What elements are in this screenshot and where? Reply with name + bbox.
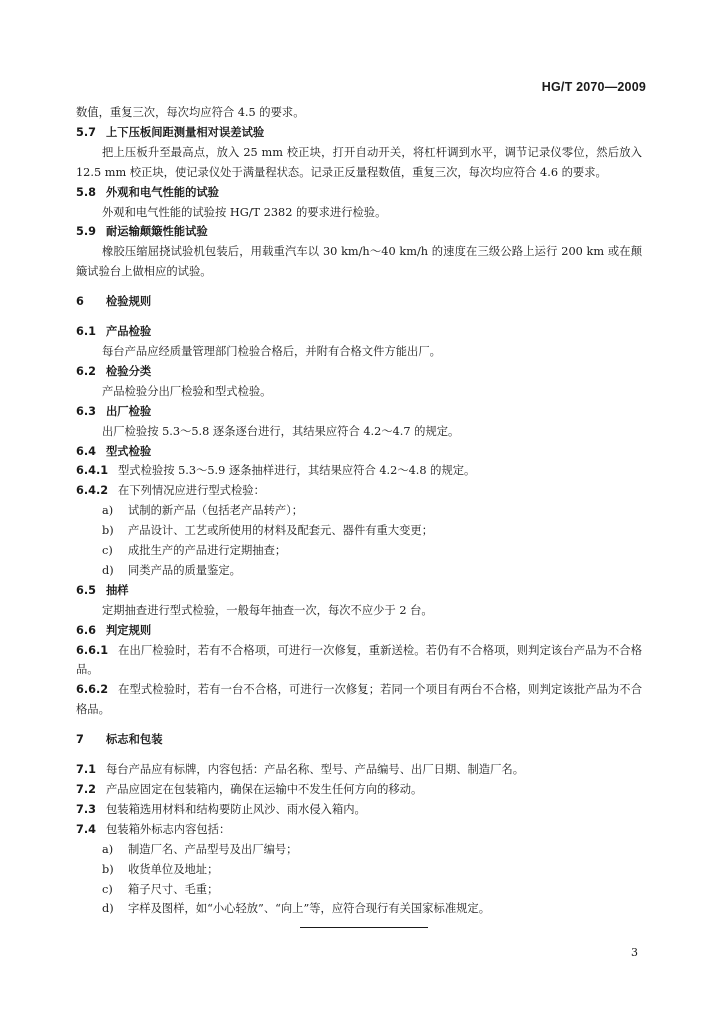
section-number: 6.2 [76,364,97,378]
section-title: 出厂检验 [106,404,152,418]
clause-7-2 [76,780,642,800]
list-item [102,840,642,860]
heading-7 [76,730,642,750]
list-item [102,561,642,581]
list-item-text: 同类产品的质量鉴定。 [128,563,241,577]
paragraph-6-5: 定期抽查进行型式检验，一般每年抽查一次，每次不应少于 2 台。 [102,603,433,617]
list-item-text: 试制的新产品（包括老产品转产）； [128,504,304,518]
section-title: 产品检验 [106,325,152,339]
paragraph-6-3: 出厂检验按 5.3～5.8 逐条逐台进行，其结果应符合 4.2～4.7 的规定。 [102,424,460,438]
section-title: 判定规则 [106,623,152,637]
section-title: 检验分类 [106,364,152,378]
list-item-text: 制造厂名、产品型号及出厂编号； [128,842,298,856]
list-marker: d) [102,902,114,916]
list-item-text: 产品设计、工艺或所使用的材料及配套元、器件有重大变更； [128,524,434,538]
heading-6-4 [76,442,642,462]
list-item [102,899,642,919]
clause-text: 型式检验按 5.3～5.9 逐条抽样进行，其结果应符合 4.2～4.8 的规定。 [118,464,476,478]
section-title: 上下压板间距测量相对误差试验 [106,125,265,139]
heading-6 [76,292,642,312]
clause-6-6-2 [76,680,642,720]
list-item [102,521,642,541]
clause-6-4-1 [76,461,642,481]
continued-paragraph: 数值，重复三次，每次均应符合 4.5 的要求。 [76,106,305,119]
list-marker: c) [102,882,113,896]
clause-text: 在下列情况应进行型式检验： [118,484,265,498]
heading-6-5 [76,581,642,601]
section-title: 外观和电气性能的试验 [106,185,219,199]
clause-number: 6.6.1 [76,643,109,657]
list-marker: b) [102,524,114,538]
page-number: 3 [631,946,638,959]
clause-number: 7.3 [76,802,97,816]
heading-6-3 [76,402,642,422]
section-title: 耐运输颠簸性能试验 [106,225,208,239]
clause-number: 7.1 [76,763,97,777]
heading-6-6 [76,621,642,641]
list-item-text: 成批生产的产品进行定期抽查； [128,544,287,558]
section-title: 检验规则 [106,295,152,309]
section-number: 6.4 [76,444,97,458]
clause-number: 6.4.2 [76,484,109,498]
list-item [102,860,642,880]
end-of-text-rule [300,927,428,928]
list-marker: a) [102,504,114,518]
section-number: 6 [76,295,84,309]
clause-text: 包装箱外标志内容包括： [106,822,231,836]
section-title: 标志和包装 [106,733,163,747]
clause-text: 每台产品应有标牌，内容包括：产品名称、型号、产品编号、出厂日期、制造厂名。 [106,763,524,777]
section-number: 6.6 [76,623,97,637]
clause-text: 在型式检验时，若有一台不合格，可进行一次修复；若同一个项目有两台不合格，则判定该批产品为不合格品。 [76,683,642,717]
list-item [102,501,642,521]
heading-5-9 [76,222,642,242]
list-item-text: 箱子尺寸、毛重； [128,882,219,896]
clause-number: 6.6.2 [76,683,109,697]
heading-5-7 [76,123,642,143]
clause-text: 包装箱选用材料和结构要防止风沙、雨水侵入箱内。 [106,802,366,816]
section-number: 5.9 [76,225,97,239]
heading-6-2 [76,362,642,382]
section-number: 6.5 [76,583,97,597]
paragraph-6-2: 产品检验分出厂检验和型式检验。 [102,384,272,398]
clause-6-6-1 [76,641,642,681]
paragraph-6-1: 每台产品应经质量管理部门检验合格后，并附有合格文件方能出厂。 [102,344,441,358]
clause-7-1 [76,760,642,780]
standard-number: HG/T 2070—2009 [541,80,646,94]
heading-6-1 [76,322,642,342]
heading-5-8 [76,183,642,203]
paragraph-5-8: 外观和电气性能的试验按 HG/T 2382 的要求进行检验。 [102,205,387,219]
clause-6-4-2 [76,481,642,501]
section-number: 7 [76,733,84,747]
clause-number: 7.4 [76,822,97,836]
list-item-text: 收货单位及地址； [128,862,219,876]
paragraph-5-7: 把上压板升至最高点，放入 25 mm 校正块，打开自动开关，将杠杆调到水平，调节记录仪零位，然后放入 12.5 mm 校正块，使记录仪处于满量程状态。记录正反量程数值，重复三次，每次均应符合 4.6 的要求。 [76,145,642,179]
clause-text: 在出厂检验时，若有不合格项，可进行一次修复，重新送检。若仍有不合格项，则判定该台产品为不合格品。 [76,643,642,677]
section-number: 5.8 [76,185,97,199]
section-title: 型式检验 [106,444,152,458]
paragraph-5-9: 橡胶压缩屈挠试验机包装后，用载重汽车以 30 km/h～40 km/h 的速度在三级公路上运行 200 km 或在颠簸试验台上做相应的试验。 [76,245,642,279]
section-number: 6.1 [76,325,97,339]
clause-7-4 [76,820,642,840]
clause-7-3 [76,800,642,820]
list-item [102,541,642,561]
section-number: 6.3 [76,404,97,418]
section-number: 5.7 [76,125,97,139]
list-marker: c) [102,544,113,558]
list-marker: a) [102,842,114,856]
document-body [76,103,642,919]
clause-number: 6.4.1 [76,464,109,478]
list-marker: b) [102,862,114,876]
clause-number: 7.2 [76,783,97,796]
list-marker: d) [102,563,114,577]
clause-text: 产品应固定在包装箱内，确保在运输中不发生任何方向的移动。 [106,783,423,796]
list-item [102,880,642,900]
list-item-text: 字样及图样，如“小心轻放”、“向上”等，应符合现行有关国家标准规定。 [128,902,491,916]
section-title: 抽样 [106,583,129,597]
